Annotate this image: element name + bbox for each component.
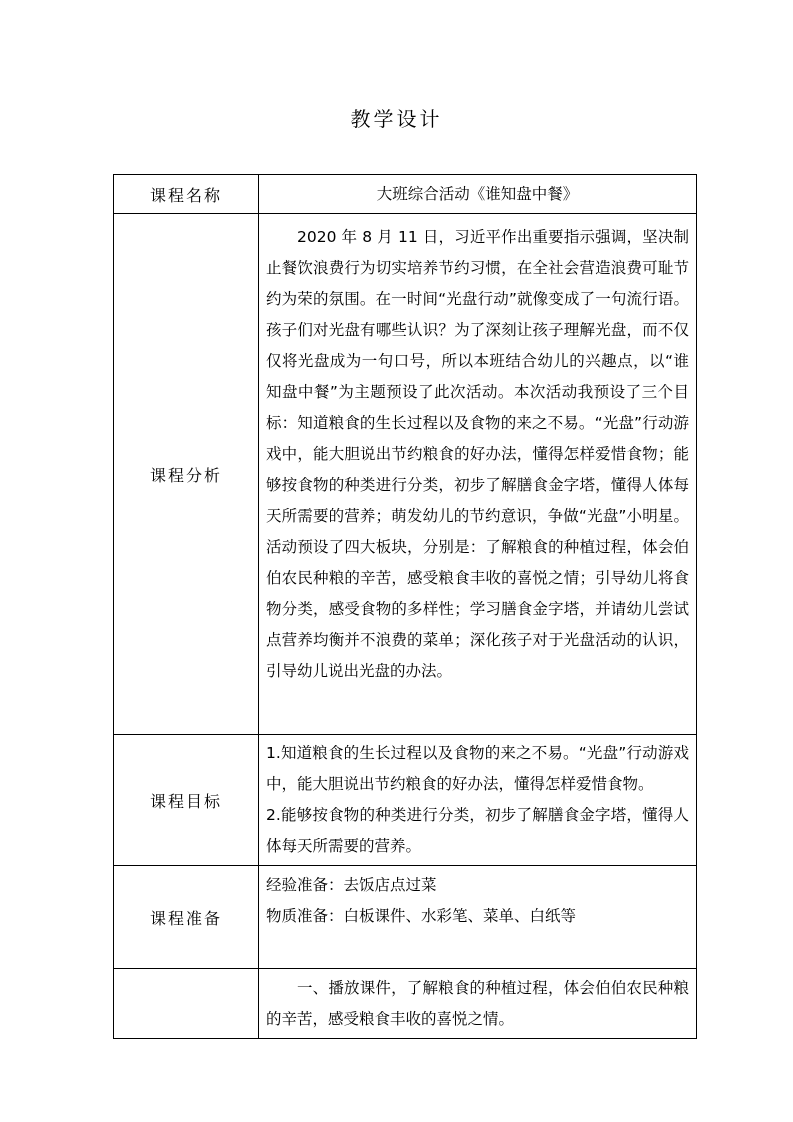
experience-preparation: 经验准备：去饭店点过菜 (266, 876, 437, 894)
lesson-plan-table (113, 174, 697, 1039)
course-analysis-cell (259, 214, 697, 735)
table-row-course-process (114, 969, 697, 1039)
table-row-course-analysis (114, 214, 697, 735)
table-row-course-goals (114, 735, 697, 866)
course-preparation-label: 课程准备 (114, 866, 259, 969)
course-goals-label: 课程目标 (114, 735, 259, 866)
course-analysis-label: 课程分析 (114, 214, 259, 735)
course-analysis-text: 2020 年 8 月 11 日，习近平作出重要指示强调，坚决制止餐饮浪费行为切实培养节约习惯，在全社会营造浪费可耻节约为荣的氛围。在一时间“光盘行动”就像变成了一句流行语。孩子们对光盘有哪些认识？为了深刻让孩子理解光盘，而不仅仅将光盘成为一句口号，所以本班结合幼儿的兴趣点，以“谁知盘中餐”为主题预设了此次活动。本次活动我预设了三个目标：知道粮食的生长过程以及食物的来之不易。“光盘”行动游戏中，能大胆说出节约粮食的好办法，懂得怎样爱惜食物；能够按食物的种类进行分类，初步了解膳食金字塔，懂得人体每天所需要的营养；萌发幼儿的节约意识，争做“光盘”小明星。活动预设了四大板块，分别是：了解粮食的种植过程，体会伯伯农民种粮的辛苦，感受粮食丰收的喜悦之情；引导幼儿将食物分类，感受食物的多样性；学习膳食金字塔，并请幼儿尝试点营养均衡并不浪费的菜单；深化孩子对于光盘活动的认识，引导幼儿说出光盘的办法。 (266, 228, 689, 680)
page-title: 教学设计 (350, 107, 443, 131)
table-row-course-preparation (114, 866, 697, 969)
course-process-step-1: 一、播放课件，了解粮食的种植过程，体会伯伯农民种粮的辛苦，感受粮食丰收的喜悦之情。 (266, 979, 689, 1028)
course-goal-2: 2.能够按食物的种类进行分类，初步了解膳食金字塔，懂得人体每天所需要的营养。 (266, 806, 689, 855)
course-process-label (114, 969, 259, 1039)
course-preparation-cell (259, 866, 697, 969)
course-goals-cell (259, 735, 697, 866)
material-preparation: 物质准备：白板课件、水彩笔、菜单、白纸等 (266, 907, 577, 925)
course-process-cell (259, 969, 697, 1039)
course-name-value: 大班综合活动《谁知盘中餐》 (259, 175, 697, 214)
course-goal-1: 1.知道粮食的生长过程以及食物的来之不易。“光盘”行动游戏中，能大胆说出节约粮食的好办法，懂得怎样爱惜食物。 (266, 744, 689, 793)
course-name-label: 课程名称 (114, 175, 259, 214)
table-row-course-name (114, 175, 697, 214)
